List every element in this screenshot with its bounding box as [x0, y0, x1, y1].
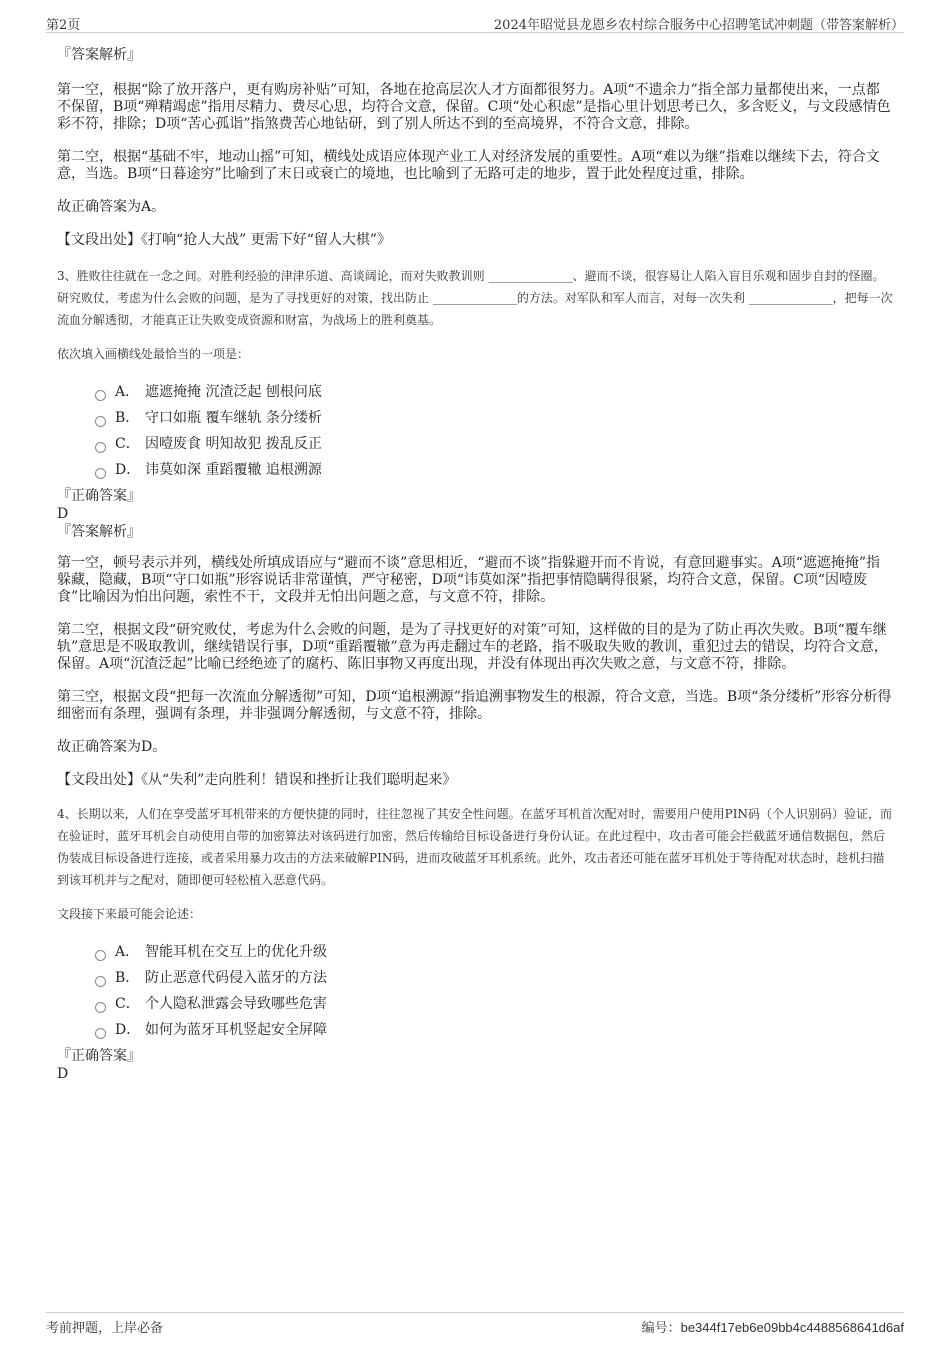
analysis-label: 『答案解析』 — [57, 524, 141, 540]
option-text: 智能耳机在交互上的优化升级 — [145, 944, 327, 960]
analysis-paragraph: 第一空，根据“除了放开落户，更有购房补贴”可知，各地在抢高层次人才方面都很努力。A项“不遗余力”指全部力量都使出来，一点都不保留，B项“殚精竭虑”指用尽精力、费尽心思，均符合文意，保留。C项“处心积虑”是指心里计划思考已久，多含贬义，与文段感情色彩不符，排除；D项“苦心孤诣”指煞费苦心地钻研，到了别人所达不到的至高境界，不符合文意，排除。 — [57, 82, 891, 132]
correct-answer: D — [57, 1066, 69, 1082]
code-value: be344f17eb6e09bb4c4488568641d6af — [680, 1320, 904, 1335]
option-c[interactable] — [95, 431, 893, 457]
option-list — [95, 939, 893, 1043]
source-citation: 【文段出处】《从“失利”走向胜利！错误和挫折让我们聪明起来》 — [57, 772, 457, 788]
radio-icon[interactable] — [95, 976, 106, 987]
code-label: 编号： — [641, 1321, 681, 1336]
correct-answer-label: 『正确答案』 — [57, 1048, 141, 1064]
radio-icon[interactable] — [95, 416, 106, 427]
question-prompt: 依次填入画横线处最恰当的一项是： — [57, 347, 250, 361]
analysis-paragraph: 第二空，根据“基础不牢，地动山摇”可知，横线处成语应体现产业工人对经济发展的重要性。A项“难以为继”指难以继续下去，符合文意，当选。B项“日暮途穷”比喻到了末日或衰亡的境地，也比喻到了无路可走的地步，置于此处程度过重，排除。 — [57, 149, 880, 182]
option-d[interactable] — [95, 457, 893, 483]
option-text: 因噎废食 明知故犯 拨乱反正 — [145, 436, 322, 452]
question-stem: 3、胜败往往就在一念之间。对胜利经验的津津乐道、高谈阔论，而对失败教训则 ______________、避而不谈，很容易让人陷入盲目乐观和固步自封的怪圈。研究败仗，考虑为什么会败的问题，是为了寻找更好的对策，找出防止 ______________的方法。对军队和军人而言，对每一次失利 ______________，把每一次流血分解透彻，才能真正让失败变成资源和财富，为战场上的胜利奠基。 — [57, 269, 893, 327]
analysis-paragraph: 第一空，顿号表示并列，横线处所填成语应与“避而不谈”意思相近，“避而不谈”指躲避开而不肯说，有意回避事实。A项“遮遮掩掩”指躲藏，隐藏，B项“守口如瓶”形容说话非常谨慎，严守秘密，D项“讳莫如深”指把事情隐瞒得很紧，均符合文意，保留。C项“因噎废食”比喻因为怕出问题，索性不干，文段并无怕出问题之意，与文意不符，排除。 — [57, 555, 881, 605]
correct-answer: D — [57, 506, 69, 522]
option-a[interactable] — [95, 939, 893, 965]
document-title: 2024年昭觉县龙恩乡农村综合服务中心招聘笔试冲刺题（带答案解析） — [493, 18, 904, 33]
option-letter: B． — [115, 970, 140, 986]
radio-icon[interactable] — [95, 442, 106, 453]
correct-answer-label: 『正确答案』 — [57, 488, 141, 504]
option-d[interactable] — [95, 1017, 893, 1043]
analysis-paragraph: 第二空，根据文段“研究败仗，考虑为什么会败的问题，是为了寻找更好的对策”可知，这样做的目的是为了防止再次失败。B项“覆车继轨”意思是不吸取教训，继续错误行事，D项“重蹈覆辙”意为再走翻过车的老路，指不吸取失败的教训，重犯过去的错误，均符合文意，保留。A项“沉渣泛起”比喻已经绝迹了的腐朽、陈旧事物又再度出现，并没有体现出再次失败之意，与文意不符，排除。 — [57, 622, 888, 672]
question-prompt: 文段接下来最可能会论述： — [57, 907, 202, 921]
option-text: 防止恶意代码侵入蓝牙的方法 — [145, 970, 327, 986]
option-text: 个人隐私泄露会导致哪些危害 — [145, 996, 327, 1012]
radio-icon[interactable] — [95, 390, 106, 401]
document-code — [642, 1317, 904, 1336]
source-citation: 【文段出处】《打响“抢人大战” 更需下好“留人大棋”》 — [57, 232, 392, 248]
option-b[interactable] — [95, 965, 893, 991]
page-header — [46, 12, 904, 33]
answer-conclusion: 故正确答案为A。 — [57, 199, 166, 215]
option-letter: A． — [115, 944, 140, 960]
option-b[interactable] — [95, 405, 893, 431]
radio-icon[interactable] — [95, 950, 106, 961]
option-letter: C． — [115, 436, 140, 452]
option-text: 讳莫如深 重蹈覆辙 追根溯源 — [145, 462, 322, 478]
option-letter: B． — [115, 410, 140, 426]
footer-slogan: 考前押题，上岸必备 — [46, 1321, 164, 1336]
option-text: 守口如瓶 覆车继轨 条分缕析 — [145, 410, 322, 426]
question-stem: 4、长期以来，人们在享受蓝牙耳机带来的方便快捷的同时，往往忽视了其安全性问题。在蓝牙耳机首次配对时，需要用户使用PIN码（个人识别码）验证，而在验证时，蓝牙耳机会自动使用自带的加密算法对该码进行加密，然后传输给目标设备进行身份认证。在此过程中，攻击者可能会拦截蓝牙通信数据包，然后伪装成目标设备进行连接，或者采用暴力攻击的方法来破解PIN码，进而攻破蓝牙耳机系统。此外，攻击者还可能在蓝牙耳机处于等待配对状态时，趁机扫描到该耳机并与之配对，随即便可轻松植入恶意代码。 — [57, 807, 892, 887]
page-footer — [46, 1312, 904, 1335]
option-c[interactable] — [95, 991, 893, 1017]
option-list — [95, 379, 893, 483]
option-a[interactable] — [95, 379, 893, 405]
answer-conclusion: 故正确答案为D。 — [57, 739, 167, 755]
radio-icon[interactable] — [95, 468, 106, 479]
analysis-paragraph: 第三空，根据文段“把每一次流血分解透彻”可知，D项“追根溯源”指追溯事物发生的根源，符合文意，当选。B项“条分缕析”形容分析得细密而有条理，强调有条理，并非强调分解透彻，与文意不符，排除。 — [57, 689, 892, 722]
option-letter: A． — [115, 384, 140, 400]
page-number: 第2页 — [46, 18, 81, 33]
option-text: 遮遮掩掩 沉渣泛起 刨根问底 — [145, 384, 322, 400]
radio-icon[interactable] — [95, 1028, 106, 1039]
page-content — [57, 46, 893, 1083]
option-letter: D． — [115, 1022, 141, 1038]
option-letter: C． — [115, 996, 140, 1012]
option-letter: D． — [115, 462, 141, 478]
analysis-label: 『答案解析』 — [57, 47, 141, 63]
radio-icon[interactable] — [95, 1002, 106, 1013]
option-text: 如何为蓝牙耳机竖起安全屏障 — [145, 1022, 327, 1038]
